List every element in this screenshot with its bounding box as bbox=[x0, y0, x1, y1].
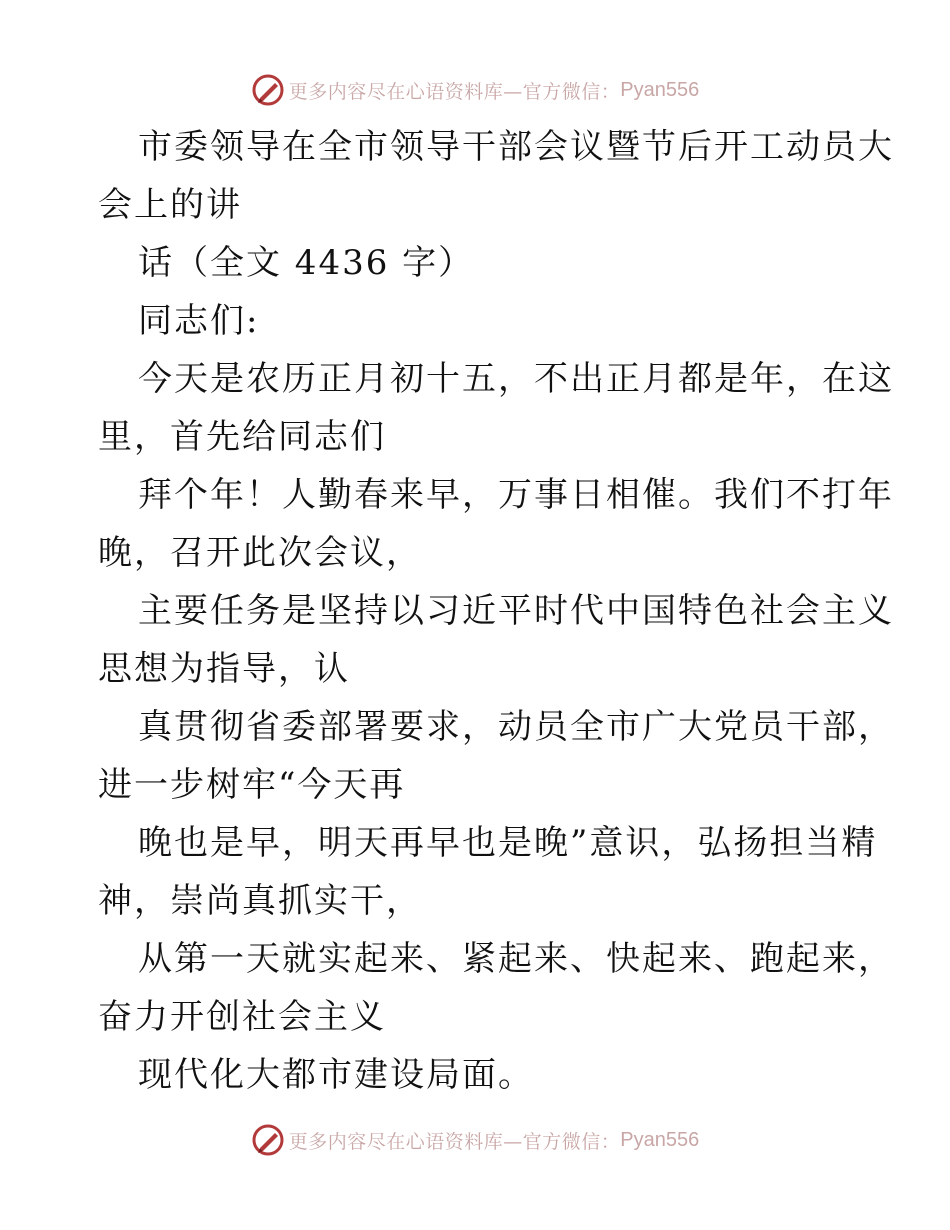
footer-watermark bbox=[0, 1120, 950, 1160]
text-line: 今天是农历正月初十五，不出正月都是年，在这 bbox=[138, 359, 894, 399]
footer-watermark-brand: Pyan556 bbox=[620, 1128, 700, 1151]
text-line: 话（全文 4436 字） bbox=[138, 243, 475, 283]
text-line: 现代化大都市建设局面。 bbox=[138, 1055, 534, 1095]
pen-logo-icon bbox=[251, 73, 285, 107]
text-line: 里，首先给同志们 bbox=[98, 417, 386, 457]
text-line: 主要任务是坚持以习近平时代中国特色社会主义 bbox=[138, 591, 894, 631]
text-line: 晚，召开此次会议， bbox=[98, 533, 422, 573]
text-line: 真贯彻省委部署要求，动员全市广大党员干部， bbox=[138, 707, 894, 747]
text-line: 会上的讲 bbox=[98, 185, 242, 225]
text-line: 市委领导在全市领导干部会议暨节后开工动员大 bbox=[138, 127, 894, 167]
text-line: 思想为指导，认 bbox=[98, 649, 350, 689]
text-line: 拜个年！人勤春来早，万事日相催。我们不打年 bbox=[138, 475, 894, 515]
text-line: 从第一天就实起来、紧起来、快起来、跑起来， bbox=[138, 939, 894, 979]
pen-logo-icon bbox=[251, 1123, 285, 1157]
header-watermark-text: 更多内容尽在心语资料库—官方微信： bbox=[288, 80, 621, 103]
footer-watermark-text: 更多内容尽在心语资料库—官方微信： bbox=[288, 1130, 621, 1153]
header-watermark-brand: Pyan556 bbox=[620, 78, 700, 101]
text-line: 晚也是早，明天再早也是晚”意识，弘扬担当精 bbox=[138, 823, 878, 863]
text-line: 奋力开创社会主义 bbox=[98, 997, 386, 1037]
text-line: 神，崇尚真抓实干， bbox=[98, 881, 422, 921]
speech-body bbox=[98, 118, 894, 1104]
text-line: 进一步树牢“今天再 bbox=[98, 765, 406, 805]
text-line: 同志们: bbox=[138, 301, 260, 341]
header-watermark bbox=[0, 70, 950, 110]
